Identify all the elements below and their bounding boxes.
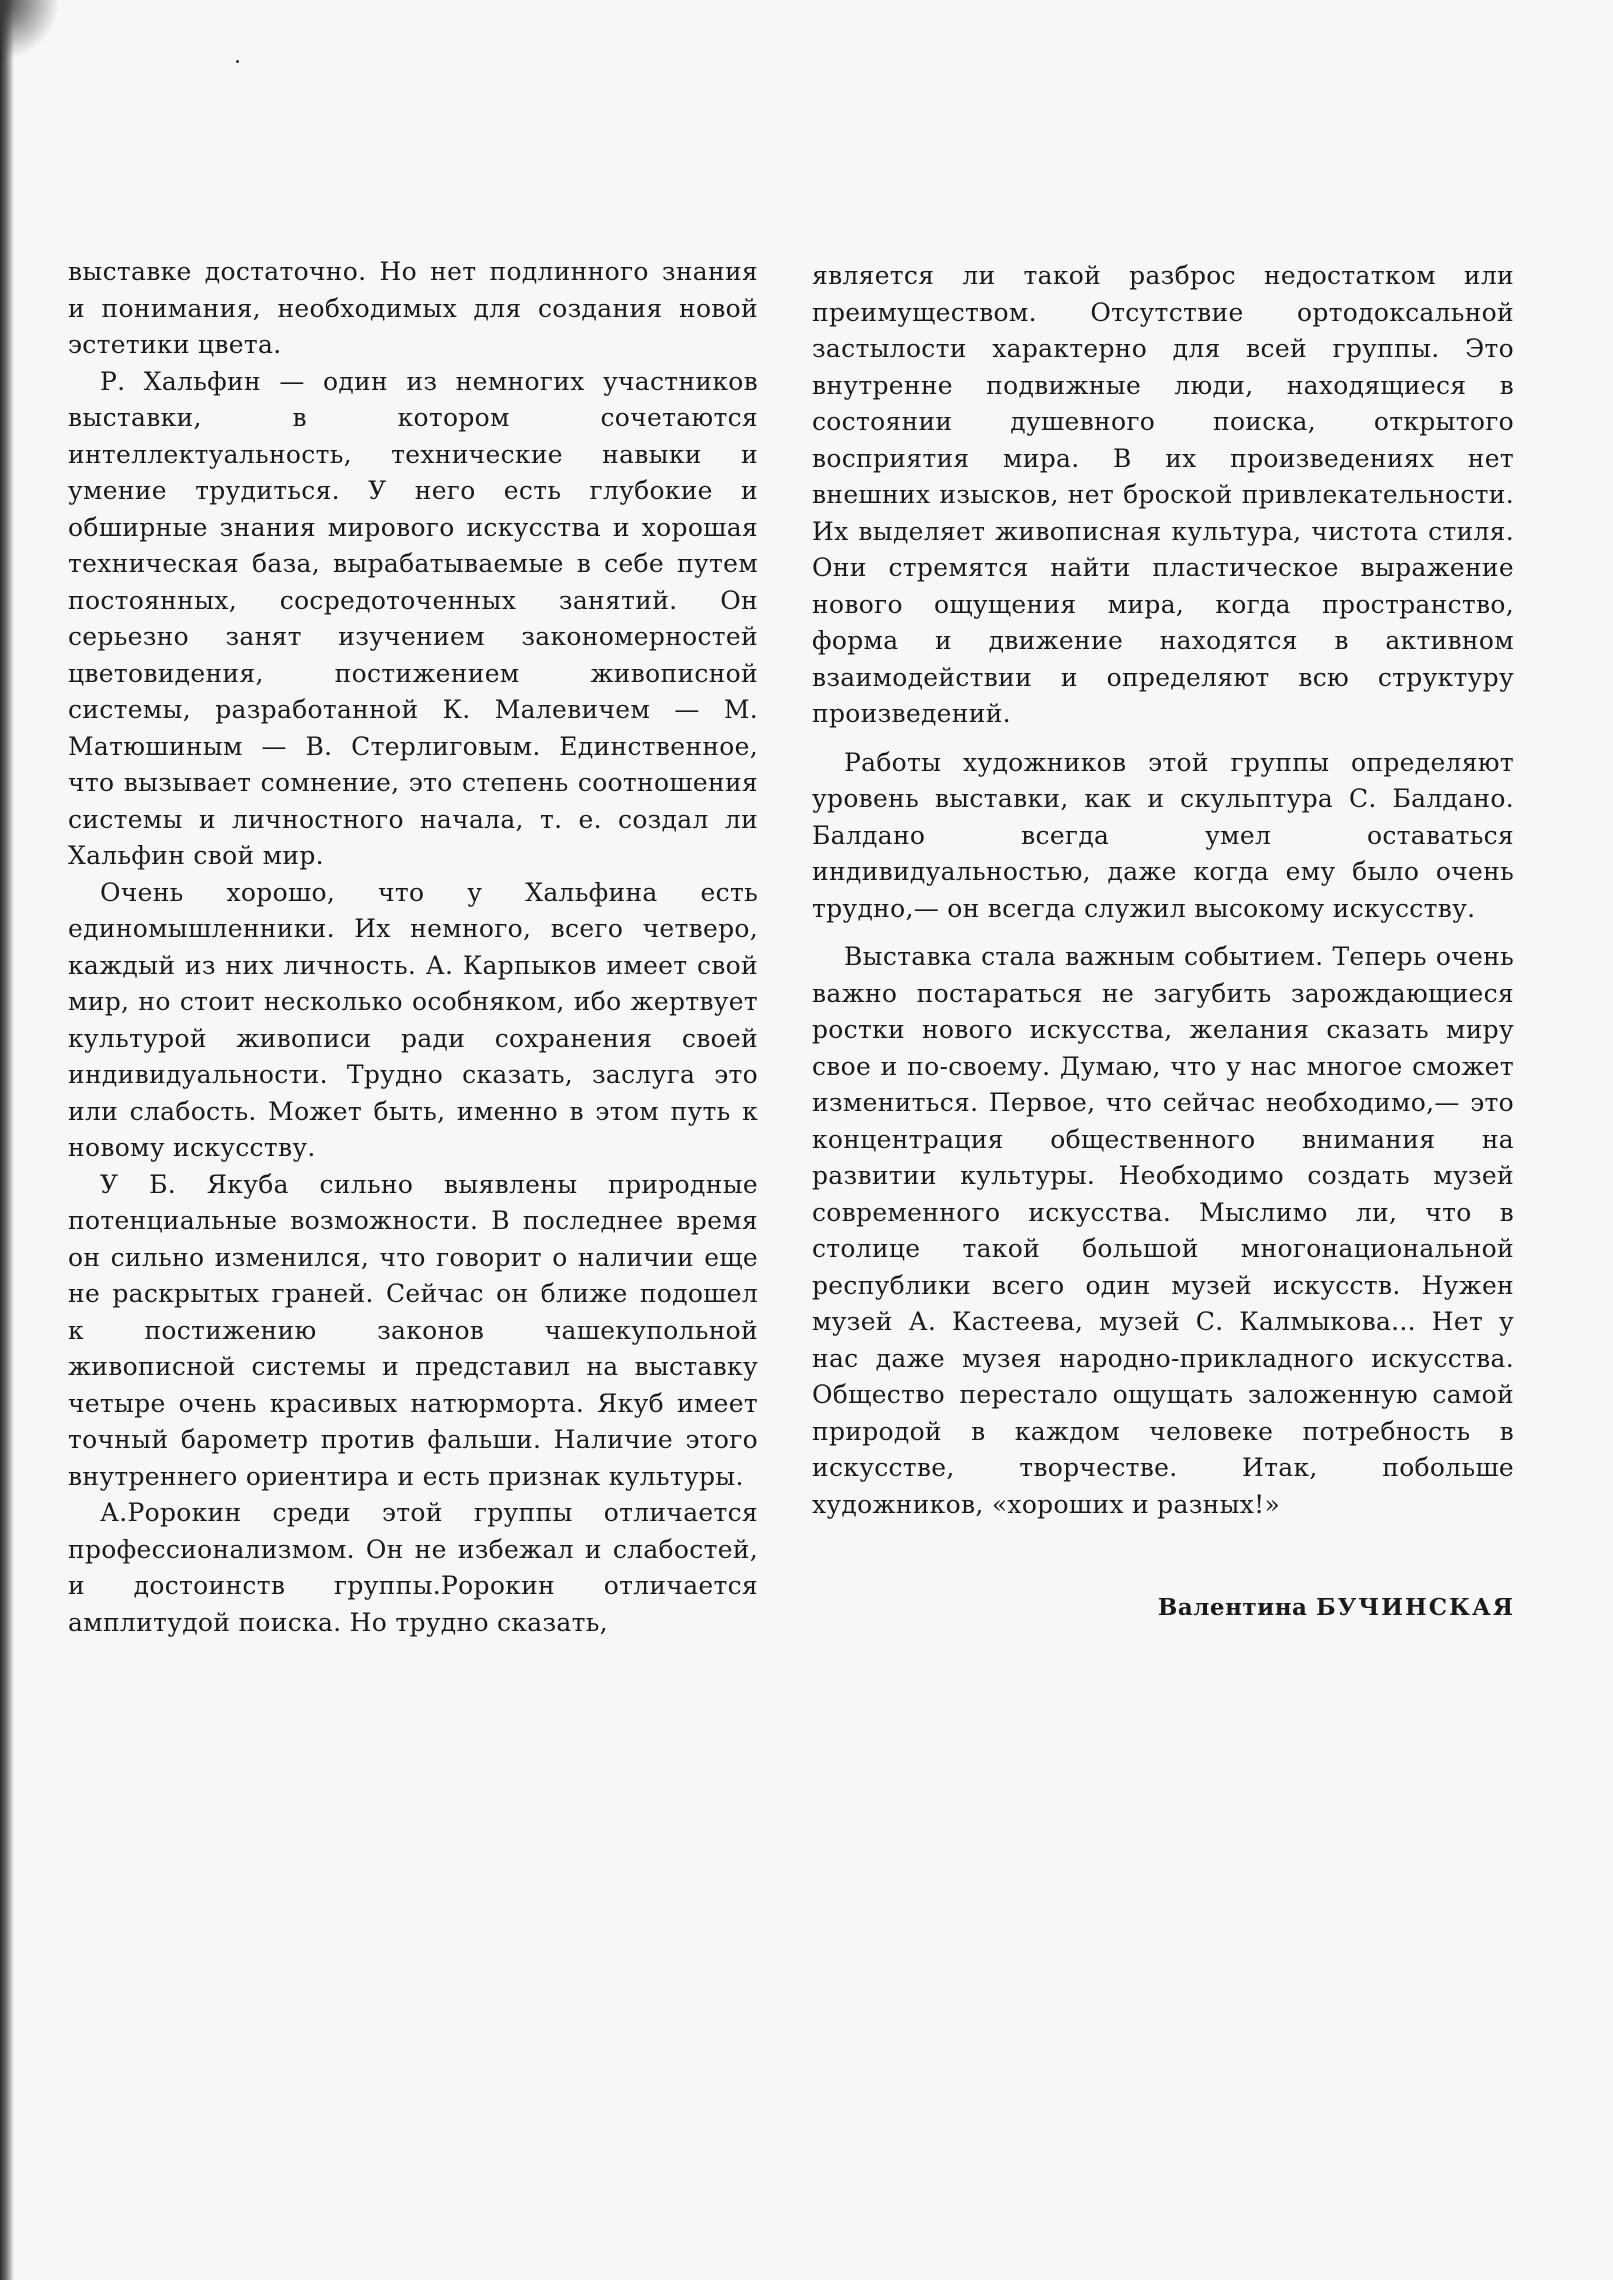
paragraph-left-1: выставке достаточно. Но нет подлинного знания и понимания, необходимых для создания новой эстетики цвета.: [68, 257, 758, 359]
paragraph-right-2: Работы художников этой группы определяют уровень выставки, как и скульптура С. Балдано. Балдано всегда умел оставаться индивидуальностью, даже когда ему было очень трудно,— он всегда служил высокому искусству.: [812, 747, 1514, 923]
paragraph-left-4: У Б. Якуба сильно выявлены природные потенциальные возможности. В последнее время он сильно изменился, что говорит о наличии еще не раскрытых граней. Сейчас он ближе подошел к постижению законов чашекупольной живописной системы и представил на выставку четыре очень красивых натюрморта. Якуб имеет точный барометр против фальши. Наличие этого внутреннего ориентира и есть признак культуры.: [68, 1169, 758, 1491]
paragraph-right-1: является ли такой разброс недостатком или преимуществом. Отсутствие ортодоксальной застылости характерно для всей группы. Это внутренне подвижные люди, находящиеся в состоянии душевного поиска, открытого восприятия мира. В их произведениях нет внешних изысков, нет броской привлекательности. Их выделяет живописная культура, чистота стиля. Они стремятся найти пластическое выражение нового ощущения мира, когда пространство, форма и движение находятся в активном взаимодействии и определяют всю структуру произведений.: [812, 261, 1514, 728]
right-column: [812, 258, 1514, 1523]
paragraph-right-3: Выставка стала важным событием. Теперь очень важно постараться не загубить зарождающиеся ростки нового искусства, желания сказать миру свое и по-своему. Думаю, что у нас многое сможет измениться. Первое, что сейчас необходимо,— это концентрация общественного внимания на развитии культуры. Необходимо создать музей современного искусства. Мыслимо ли, что в столице такой большой многонациональной республики всего один музей искусств. Нужен музей А. Кастеева, музей С. Калмыкова... Нет у нас даже музея народно-прикладного искусства. Общество перестало ощущать заложенную самой природой в каждом человеке потребность в искусстве, творчестве. Итак, побольше художников, «хороших и разных!»: [812, 942, 1514, 1519]
page-edge-shadow: [0, 0, 14, 2280]
author-surname: БУЧИНСКАЯ: [1315, 1594, 1515, 1621]
paragraph-left-3: Очень хорошо, что у Хальфина есть единомышленники. Их немного, всего четверо, каждый из них личность. А. Карпыков имеет свой мир, но стоит несколько особняком, ибо жертвует культурой живописи ради сохранения своей индивидуальности. Трудно сказать, заслуга это или слабость. Может быть, именно в этом путь к новому искусству.: [68, 877, 758, 1162]
author-given-name: Валентина: [1157, 1594, 1308, 1621]
left-column: [68, 254, 758, 1641]
paper-speck: [236, 60, 239, 63]
author-signature: [1158, 1594, 1515, 1621]
paragraph-left-5: А.Ророкин среди этой группы отличается профессионализмом. Он не избежал и слабостей, и достоинств группы.Ророкин отличается амплитудой поиска. Но трудно сказать,: [68, 1498, 758, 1637]
paragraph-left-2: Р. Хальфин — один из немногих участников выставки, в котором сочетаются интеллектуальность, технические навыки и умение трудиться. У него есть глубокие и обширные знания мирового искусства и хорошая техническая база, вырабатываемые в себе путем постоянных, сосредоточенных занятий. Он серьезно занят изучением закономерностей цветовидения, постижением живописной системы, разработанной К. Малевичем — М. Матюшиным — В. Стерлиговым. Единственное, что вызывает сомнение, это степень соотношения системы и личностного начала, т. е. создал ли Хальфин свой мир.: [68, 366, 758, 870]
page-corner-shadow: [0, 0, 60, 60]
